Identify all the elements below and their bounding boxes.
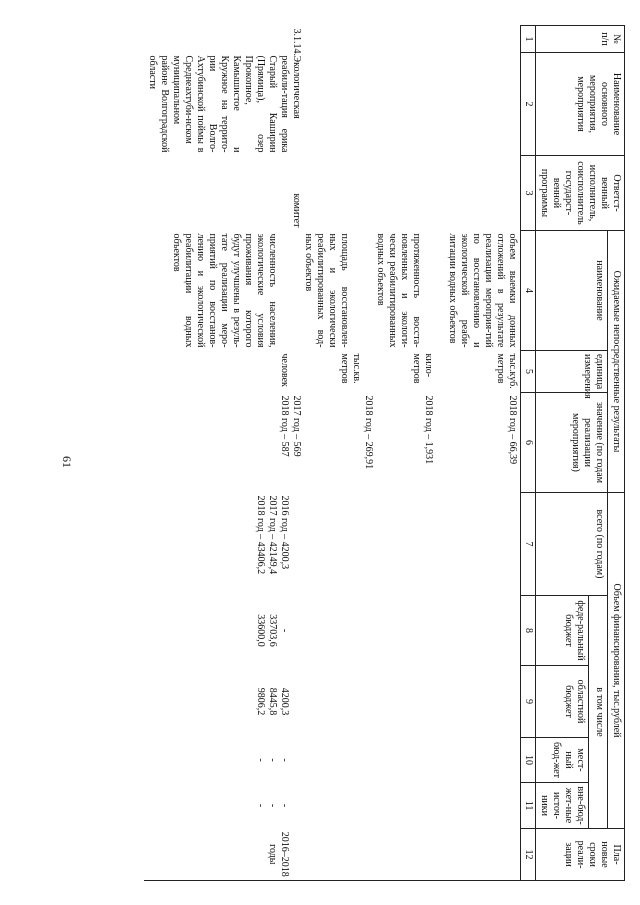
extra-line: - xyxy=(267,803,278,808)
col-number: 8 xyxy=(521,596,536,666)
total-line: 2017 год – 42149,4 xyxy=(267,495,278,575)
total-line: 2018 год – 43406,2 xyxy=(255,495,266,575)
federal-line: - xyxy=(279,628,290,633)
result-unit: тыс.кв. метров xyxy=(339,353,362,384)
row-number xyxy=(144,26,521,56)
col-number: 11 xyxy=(521,783,536,829)
event-name xyxy=(144,53,521,156)
col-number: 10 xyxy=(521,738,536,783)
header-unit: единица измерения xyxy=(536,351,608,393)
header-value: значение (по годам реализации мероприятия) xyxy=(536,393,608,493)
header-executor: Ответст-венный исполнитель, соисполнитель государст-венной программы xyxy=(536,156,625,231)
header-local: мест-ный бюд-жет xyxy=(536,738,589,783)
program-table xyxy=(144,25,625,881)
col-number: 9 xyxy=(521,666,536,738)
result-units xyxy=(144,351,521,393)
result-name: протяженность восста-новленных и экологи-чески реабилитированных водных объектов xyxy=(375,233,422,348)
result-value: 2018 год – 66,39 xyxy=(507,395,518,465)
terms-text: 2016–2018 годы xyxy=(267,831,290,877)
header-including: в том числе xyxy=(589,596,608,829)
result-name: объем выемки донных отложений в результате реализации мероприя-тий по восстановлению и экологической реаби-литации водных объектов xyxy=(447,233,518,348)
header-total: всего (по годам) xyxy=(536,493,608,596)
extra-line: - xyxy=(255,803,266,808)
executor xyxy=(144,156,521,231)
header-terms: Пла-новые сроки реали-зации xyxy=(536,829,625,881)
col-number: 4 xyxy=(521,231,536,351)
local-line: - xyxy=(279,758,290,762)
local-line: - xyxy=(255,758,266,762)
header-results-group: Ожидаемые непосредственные результаты xyxy=(608,231,625,493)
regional-line: 4200,3 xyxy=(279,687,290,716)
col-number: 1 xyxy=(521,26,536,53)
financing-federal xyxy=(144,596,521,666)
header-result-name: наименование xyxy=(536,231,608,351)
extra-line: - xyxy=(279,803,290,808)
financing-regional xyxy=(144,666,521,738)
result-values xyxy=(144,393,521,493)
total-line: 2016 год – 4200,3 xyxy=(279,495,290,570)
result-name: численность населения, экологические условия проживания которого будут улучшены в резуль-тате реализации меро-приятий по восстанов-лению и экологической реабилитации водных объектов xyxy=(171,233,278,348)
header-num: № п/п xyxy=(536,26,625,53)
event-name-text: Экологическая реабили-тация ерика Старый Каширин (Прямица), озер Прокопное, Камышистое и Кружное на террито-рии Волго-Ахтубинской поймы в Среднеахтуби-нском муниципальном районе Волгоградской области xyxy=(147,55,302,153)
header-financing-group: Объем финансирования, тыс.рублей xyxy=(608,493,625,829)
regional-line: 9806,2 xyxy=(255,687,266,716)
col-number: 5 xyxy=(521,351,536,393)
financing-extrabudget xyxy=(144,783,521,829)
col-number: 2 xyxy=(521,53,536,156)
row-number-text: 3.1.14. xyxy=(291,28,302,56)
rotated-table-area xyxy=(85,25,625,880)
col-number: 3 xyxy=(521,156,536,231)
result-unit: кило-метров xyxy=(411,353,434,384)
col-number: 7 xyxy=(521,493,536,596)
terms xyxy=(144,829,521,881)
local-line: - xyxy=(267,758,278,762)
financing-total xyxy=(144,493,521,596)
header-regional: областной бюджет xyxy=(536,666,589,738)
table-row xyxy=(144,26,521,881)
financing-local xyxy=(144,738,521,783)
result-value: 2018 год – 1,931 xyxy=(423,395,434,465)
federal-line: 33703,6 xyxy=(267,614,278,647)
regional-line: 8445,8 xyxy=(267,687,278,716)
result-unit: человек xyxy=(279,353,290,387)
page-number: 61 xyxy=(60,456,74,468)
result-value: 2017 год – 569 2018 год – 587 xyxy=(279,395,302,457)
executor-text: комитет xyxy=(291,193,302,228)
result-value: 2018 год – 269,91 xyxy=(363,395,374,470)
header-extrabudget: вне-бюд-жет-ные источ-ники xyxy=(536,783,589,829)
header-federal: феде-ральный бюджет xyxy=(536,596,589,666)
result-unit: тыс.куб. метров xyxy=(495,353,518,389)
header-row-1 xyxy=(608,26,625,881)
col-number: 6 xyxy=(521,393,536,493)
header-event-name: Наименование основного мероприятия, мероприятия xyxy=(536,53,625,156)
result-names xyxy=(144,231,521,351)
col-number: 12 xyxy=(521,829,536,881)
federal-line: 33600,0 xyxy=(255,614,266,647)
result-name: площадь восстановлен-ных и экологически реабилитированных вод-ных объектов xyxy=(303,233,350,348)
column-number-row xyxy=(521,26,536,881)
